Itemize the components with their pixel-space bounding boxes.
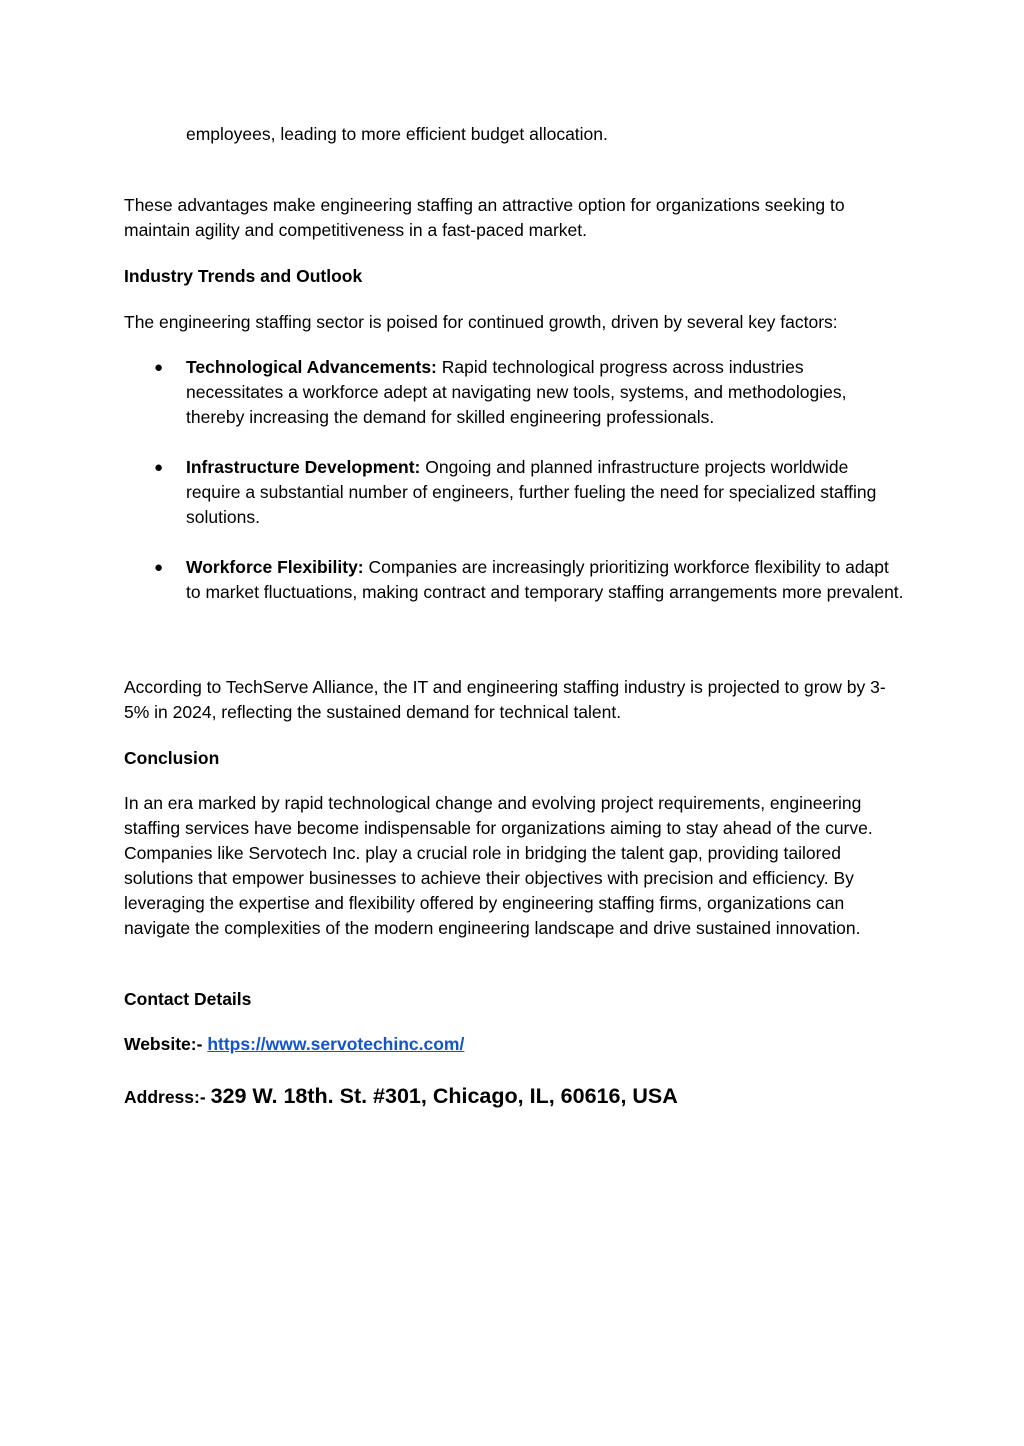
website-link[interactable]: https://www.servotechinc.com/	[207, 1034, 465, 1054]
trends-intro: The engineering staffing sector is poised for continued growth, driven by several key factors:	[124, 312, 838, 332]
trends-heading: Industry Trends and Outlook	[124, 266, 363, 286]
advantages-paragraph: These advantages make engineering staffing an attractive option for organizations seeking to maintain agility and competitiveness in a fast-paced market.	[124, 195, 845, 240]
list-item-text	[186, 555, 904, 605]
bullet-icon: ●	[154, 559, 164, 576]
website-label: Website:-	[124, 1034, 203, 1054]
list-item	[124, 355, 904, 430]
continued-paragraph: employees, leading to more efficient budget allocation.	[186, 124, 608, 144]
list-item-text	[186, 355, 904, 430]
list-item-body: Companies are increasingly prioritizing workforce flexibility to adapt to market fluctuations, making contract and temporary staffing arrangements more prevalent.	[186, 557, 904, 602]
contact-heading: Contact Details	[124, 989, 252, 1009]
website-line	[124, 1032, 904, 1057]
projection-paragraph: According to TechServe Alliance, the IT and engineering staffing industry is projected to grow by 3-5% in 2024, reflecting the sustained demand for technical talent.	[124, 677, 886, 722]
address-label: Address:-	[124, 1087, 206, 1107]
list-item-title: Workforce Flexibility:	[186, 557, 364, 577]
conclusion-heading: Conclusion	[124, 748, 220, 768]
list-item-body: Rapid technological progress across industries necessitates a workforce adept at navigating new tools, systems, and methodologies, thereby increasing the demand for skilled engineering professionals.	[186, 357, 847, 427]
list-item-title: Infrastructure Development:	[186, 457, 421, 477]
list-item-text	[186, 455, 904, 530]
list-item	[124, 455, 904, 530]
bullet-icon: ●	[154, 459, 164, 476]
list-item	[124, 555, 904, 630]
address-line	[124, 1084, 904, 1110]
conclusion-paragraph: In an era marked by rapid technological change and evolving project requirements, engineering staffing services have become indispensable for organizations aiming to stay ahead of the curve. Companies like Servotech Inc. play a crucial role in bridging the talent gap, providing tailored solutions that empower businesses to achieve their objectives with precision and efficiency. By leveraging the expertise and flexibility offered by engineering staffing firms, organizations can navigate the complexities of the modern engineering landscape and drive sustained innovation.	[124, 793, 873, 938]
address-value: 329 W. 18th. St. #301, Chicago, IL, 60616, USA	[210, 1084, 678, 1108]
list-item-body: Ongoing and planned infrastructure projects worldwide require a substantial number of engineers, further fueling the need for specialized staffing solutions.	[186, 457, 877, 527]
bullet-icon: ●	[154, 359, 164, 376]
list-item-title: Technological Advancements:	[186, 357, 437, 377]
